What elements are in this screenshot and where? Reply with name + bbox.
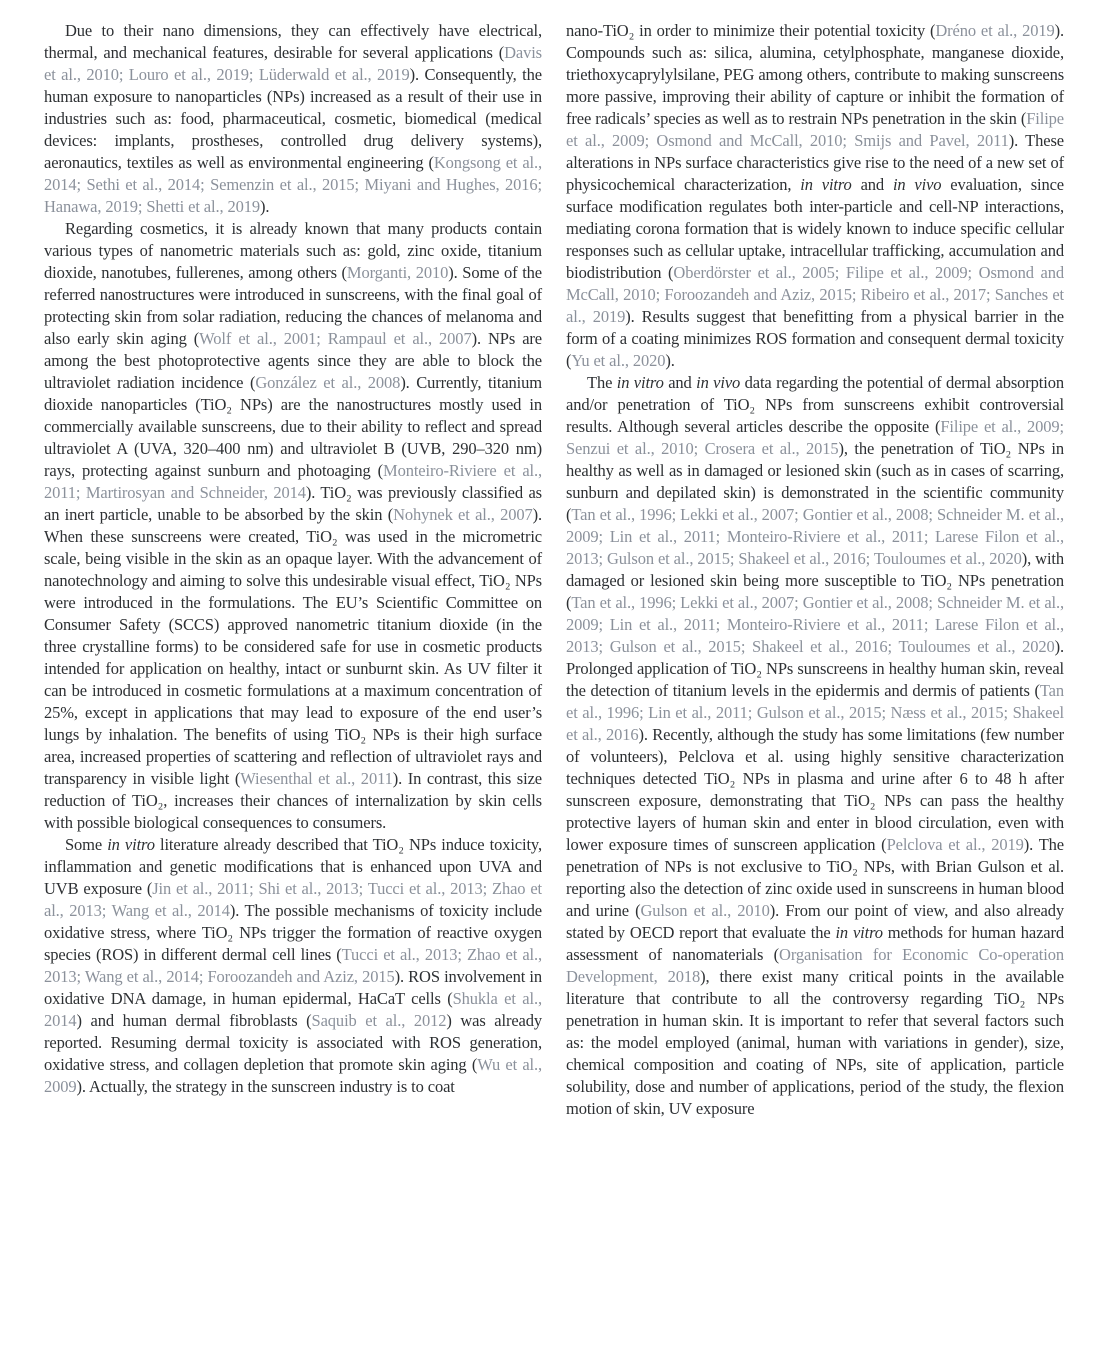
- body-text: ), there exist many critical points in the available literature that contribute to all the controversy regarding TiO₂ NPs penetration in human skin. It is important to refer that several factors such as: the model employed (animal, human with variations in gender), size, chemical composition and coating of NPs, site of application, particle solubility, dose and number of applications, period of the study, the flexion motion of skin, UV exposure: [566, 967, 1064, 1118]
- italic-term: in vitro: [616, 373, 664, 392]
- body-text: Some: [65, 835, 108, 854]
- body-text: ) was already reported. Resuming dermal toxicity is associated with ROS generation, oxidative stress, and collagen depletion that promote skin aging (: [44, 1011, 542, 1074]
- italic-term: in vitro: [107, 835, 155, 854]
- body-text: ). Some of the referred nanostructures were introduced in sunscreens, with the final goal of protecting skin from solar radiation, reducing the chances of melanoma and also early skin aging (: [44, 263, 542, 348]
- citation-link[interactable]: Shukla et al., 2014: [44, 989, 542, 1030]
- citation-link[interactable]: Wu et al., 2009: [44, 1055, 542, 1096]
- body-text: ). In contrast, this size reduction of TiO₂, increases their chances of internalization by skin cells with possible biological consequences to consumers.: [44, 769, 542, 832]
- paragraph: [44, 834, 542, 1098]
- body-text: ).: [665, 351, 675, 370]
- citation-link[interactable]: Filipe et al., 2009; Senzui et al., 2010; Crosera et al., 2015: [566, 417, 1064, 458]
- body-text: ). The penetration of NPs is not exclusive to TiO₂ NPs, with Brian Gulson et al. reporting also the detection of zinc oxide used in sunscreens in human blood and urine (: [566, 835, 1064, 920]
- body-text: ). Actually, the strategy in the sunscreen industry is to coat: [76, 1077, 455, 1096]
- body-text: ). NPs are among the best photoprotective agents since they are able to block the ultraviolet radiation incidence (: [44, 329, 543, 392]
- body-text: ).: [260, 197, 270, 216]
- citation-link[interactable]: Monteiro-Riviere et al., 2011; Martirosyan and Schneider, 2014: [44, 461, 542, 502]
- italic-term: in vivo: [892, 175, 942, 194]
- citation-link[interactable]: Tan et al., 1996; Lin et al., 2011; Gulson et al., 2015; Næss et al., 2015; Shakeel et al., 2016: [566, 681, 1064, 744]
- citation-link[interactable]: Nohynek et al., 2007: [393, 505, 533, 524]
- citation-link[interactable]: Saquib et al., 2012: [311, 1011, 447, 1030]
- body-text: The: [587, 373, 617, 392]
- body-text: evaluation, since surface modification regulates both inter-particle and cell-NP interactions, mediating corona formation that is widely known to induce specific cellular responses such as cellular uptake, intracellular trafficking, accumulation and biodistribution (: [566, 175, 1065, 282]
- italic-term: in vivo: [696, 373, 741, 392]
- citation-link[interactable]: Jin et al., 2011; Shi et al., 2013; Tucci et al., 2013; Zhao et al., 2013; Wang et al., 2014: [44, 879, 542, 920]
- body-text: ). TiO₂ was previously classified as an inert particle, unable to be absorbed by the skin (: [44, 483, 542, 524]
- paragraph: [566, 20, 1064, 372]
- citation-link[interactable]: Yu et al., 2020: [571, 351, 666, 370]
- italic-term: in vitro: [835, 923, 883, 942]
- paragraph: [44, 218, 542, 834]
- citation-link[interactable]: Pelclova et al., 2019: [886, 835, 1024, 854]
- body-text: ). These alterations in NPs surface characteristics give rise to the need of a new set of physicochemical characterization,: [566, 131, 1064, 194]
- body-text: Due to their nano dimensions, they can effectively have electrical, thermal, and mechanical features, desirable for several applications (: [44, 21, 542, 62]
- citation-link[interactable]: Tucci et al., 2013; Zhao et al., 2013; Wang et al., 2014; Foroozandeh and Aziz, 2015: [44, 945, 542, 986]
- text-column-right: [566, 20, 1064, 1349]
- body-text: ). The possible mechanisms of toxicity include oxidative stress, where TiO₂ NPs trigger the formation of reactive oxygen species (ROS) in different dermal cell lines (: [44, 901, 542, 964]
- body-text: ). When these sunscreens were created, TiO₂ was used in the micrometric scale, being visible in the skin as an opaque layer. With the advancement of nanotechnology and aiming to solve this undesirable visual effect, TiO₂ NPs were introduced in the formulations. The EU’s Scientific Committee on Consumer Safety (SCCS) approved nanometric titanium dioxide (in the three crystalline forms) to be considered safe for use in cosmetic products intended for application on healthy, intact or sunburnt skin. As UV filter it can be introduced in cosmetic formulations at a maximum concentration of 25%, except in applications that may lead to exposure of the end user’s lungs by inhalation. The benefits of using TiO₂ NPs is their high surface area, increased properties of scattering and reflection of ultraviolet rays and transparency in visible light (: [44, 505, 542, 788]
- italic-term: in vitro: [800, 175, 852, 194]
- paragraph: [44, 20, 542, 218]
- body-text: ). Results suggest that benefitting from a physical barrier in the form of a coating minimizes ROS formation and consequent dermal toxicity (: [566, 307, 1065, 370]
- citation-link[interactable]: Wolf et al., 2001; Rampaul et al., 2007: [199, 329, 472, 348]
- citation-link[interactable]: González et al., 2008: [255, 373, 401, 392]
- body-text: ), the penetration of TiO₂ NPs in healthy as well as in damaged or lesioned skin (such as in cases of scarring, sunburn and depilated skin) is demonstrated in the scientific community (: [566, 439, 1064, 524]
- body-text: ). From our point of view, and also already stated by OECD report that evaluate the: [566, 901, 1064, 942]
- body-text: data regarding the potential of dermal absorption and/or penetration of TiO₂ NPs from sunscreens exhibit controversial results. Although several articles describe the opposite (: [566, 373, 1064, 436]
- citation-link[interactable]: Morganti, 2010: [346, 263, 449, 282]
- paragraph: [566, 372, 1064, 1120]
- citation-link[interactable]: Tan et al., 1996; Lekki et al., 2007; Gontier et al., 2008; Schneider M. et al., 2009; Lin et al., 2011; Monteiro-Riviere et al., 2011; Larese Filon et al., 2013; Gulson et al., 2015; Shakeel et al., 2016; Touloumes et al., 2020: [566, 593, 1064, 656]
- body-text: and: [663, 373, 697, 392]
- citation-link[interactable]: Filipe et al., 2009; Osmond and McCall, 2010; Smijs and Pavel, 2011: [566, 109, 1064, 150]
- body-text: methods for human hazard assessment of nanomaterials (: [566, 923, 1064, 964]
- citation-link[interactable]: Dréno et al., 2019: [935, 21, 1055, 40]
- body-text: nano-TiO₂ in order to minimize their potential toxicity (: [566, 21, 936, 40]
- citation-link[interactable]: Organisation for Economic Co-operation Development, 2018: [566, 945, 1064, 986]
- body-text: ). Compounds such as: silica, alumina, cetylphosphate, manganese dioxide, triethoxycaprylylsilane, PEG among others, contribute to making sunscreens more passive, improving their ability of capture or inhibit the formation of free radicals’ species as well as to restrain NPs penetration in the skin (: [566, 21, 1065, 128]
- text-column-left: [44, 20, 542, 1349]
- citation-link[interactable]: Oberdörster et al., 2005; Filipe et al., 2009; Osmond and McCall, 2010; Foroozandeh and Aziz, 2015; Ribeiro et al., 2017; Sanches et al., 2019: [566, 263, 1064, 326]
- body-text: ). Recently, although the study has some limitations (few number of volunteers), Pelclova et al. using highly sensitive characterization techniques detected TiO₂ NPs in plasma and urine after 6 to 48 h after sunscreen exposure, demonstrating that TiO₂ NPs can pass the healthy protective layers of human skin and enter in blood circulation, even with lower exposure times of sunscreen application (: [566, 725, 1064, 854]
- citation-link[interactable]: Tan et al., 1996; Lekki et al., 2007; Gontier et al., 2008; Schneider M. et al., 2009; Lin et al., 2011; Monteiro-Riviere et al., 2011; Larese Filon et al., 2013; Gulson et al., 2015; Shakeel et al., 2016; Touloumes et al., 2020: [566, 505, 1064, 568]
- body-text: and: [851, 175, 893, 194]
- body-text: ). Currently, titanium dioxide nanoparticles (TiO₂ NPs) are the nanostructures mostly used in commercially available sunscreens, due to their ability to reflect and spread ultraviolet A (UVA, 320–400 nm) and ultraviolet B (UVB, 290–320 nm) rays, protecting against sunburn and photoaging (: [44, 373, 542, 480]
- citation-link[interactable]: Kongsong et al., 2014; Sethi et al., 2014; Semenzin et al., 2015; Miyani and Hughes, 2016; Hanawa, 2019; Shetti et al., 2019: [44, 153, 543, 216]
- citation-link[interactable]: Wiesenthal et al., 2011: [240, 769, 393, 788]
- body-text: ), with damaged or lesioned skin being more susceptible to TiO₂ NPs penetration (: [566, 549, 1064, 612]
- citation-link[interactable]: Gulson et al., 2010: [640, 901, 770, 920]
- body-text: ). Consequently, the human exposure to nanoparticles (NPs) increased as a result of their use in industries such as: food, pharmaceutical, cosmetic, biomedical (medical devices: implants, prostheses, controlled drug delivery systems), aeronautics, textiles as well as environmental engineering (: [44, 65, 542, 172]
- body-text: ). Prolonged application of TiO₂ NPs sunscreens in healthy human skin, reveal the detection of titanium levels in the epidermis and dermis of patients (: [566, 637, 1064, 700]
- citation-link[interactable]: Davis et al., 2010; Louro et al., 2019; Lüderwald et al., 2019: [44, 43, 542, 84]
- body-text: literature already described that TiO₂ NPs induce toxicity, inflammation and genetic modifications that is enhanced upon UVA and UVB exposure (: [44, 835, 542, 898]
- body-text: ). ROS involvement in oxidative DNA damage, in human epidermal, HaCaT cells (: [44, 967, 542, 1008]
- body-text: ) and human dermal fibroblasts (: [76, 1011, 312, 1030]
- body-text: Regarding cosmetics, it is already known that many products contain various types of nanometric materials such as: gold, zinc oxide, titanium dioxide, nanotubes, fullerenes, among others (: [44, 219, 542, 282]
